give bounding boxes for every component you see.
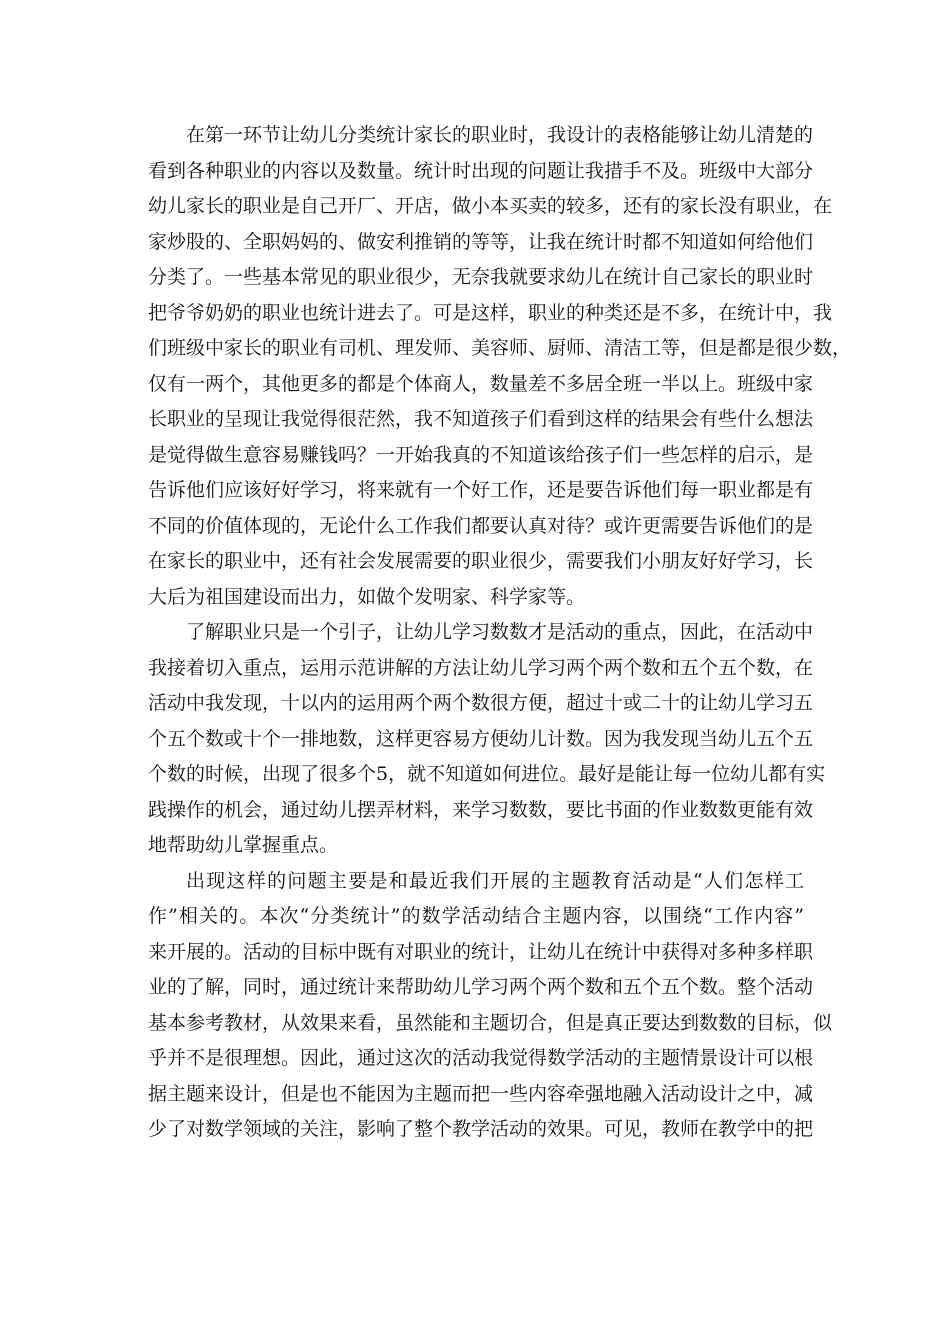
text-line: 践操作的机会，通过幼儿摆弄材料，来学习数数，要比书面的作业数数更能有效 bbox=[148, 798, 814, 821]
text-line: 家炒股的、全职妈妈的、做安利推销的等等，让我在统计时都不知道如何给他们 bbox=[148, 230, 814, 253]
text-line: 幼儿家长的职业是自己开厂、开店，做小本买卖的较多，还有的家长没有职业，在 bbox=[148, 195, 833, 217]
text-line: 来开展的。活动的目标中既有对职业的统计，让幼儿在统计中获得对多种多样职 bbox=[148, 940, 814, 963]
text-line: 大后为祖国建设而出力，如做个发明家、科学家等。 bbox=[148, 585, 586, 608]
text-line: 乎并不是很理想。因此，通过这次的活动我觉得数学活动的主题情景设计可以根 bbox=[148, 1047, 814, 1069]
text-line: 基本参考教材，从效果来看，虽然能和主题切合，但是真正要达到数数的目标，似 bbox=[148, 1011, 833, 1034]
text-line: 是觉得做生意容易赚钱吗？一开始我真的不知道该给孩子们一些怎样的启示，是 bbox=[148, 443, 814, 466]
text-line: 仅有一两个，其他更多的都是个体商人，数量差不多居全班一半以上。班级中家 bbox=[148, 372, 814, 395]
text-line: 告诉他们应该好好学习，将来就有一个好工作，还是要告诉他们每一职业都是有 bbox=[148, 479, 814, 501]
text-line: 分类了。一些基本常见的职业很少，无奈我就要求幼儿在统计自己家长的职业时 bbox=[148, 266, 814, 288]
text-line: 看到各种职业的内容以及数量。统计时出现的问题让我措手不及。班级中大部分 bbox=[148, 159, 814, 182]
text-line: 我接着切入重点，运用示范讲解的方法让幼儿学习两个两个数和五个五个数，在 bbox=[148, 656, 814, 679]
text-line: 活动中我发现，十以内的运用两个两个数很方便，超过十或二十的让幼儿学习五 bbox=[148, 692, 814, 714]
text-line: 地帮助幼儿掌握重点。 bbox=[148, 834, 339, 856]
text-line: 了解职业只是一个引子，让幼儿学习数数才是活动的重点，因此，在活动中 bbox=[186, 621, 814, 643]
text-line: 不同的价值体现的，无论什么工作我们都要认真对待？或许更需要告诉他们的是 bbox=[148, 514, 814, 537]
text-line: 在家长的职业中，还有社会发展需要的职业很少，需要我们小朋友好好学习，长 bbox=[148, 550, 814, 572]
paragraph-2 bbox=[148, 615, 826, 864]
document-body bbox=[148, 118, 852, 1148]
paragraph-3 bbox=[148, 864, 833, 1148]
paragraph-1 bbox=[148, 118, 852, 615]
text-line: 在第一环节让幼儿分类统计家长的职业时，我设计的表格能够让幼儿清楚的 bbox=[186, 124, 814, 146]
text-line: 个数的时候，出现了很多个5，就不知道如何进位。最好是能让每一位幼儿都有实 bbox=[148, 763, 826, 785]
text-line: 出现这样的问题主要是和最近我们开展的主题教育活动是“人们怎样工 bbox=[186, 869, 804, 892]
text-line: 少了对数学领域的关注，影响了整个教学活动的效果。可见，教师在教学中的把 bbox=[148, 1118, 814, 1140]
text-line: 业的了解，同时，通过统计来帮助幼儿学习两个两个数和五个五个数。整个活动 bbox=[148, 976, 814, 998]
text-line: 把爷爷奶奶的职业也统计进去了。可是这样，职业的种类还是不多，在统计中，我 bbox=[148, 301, 833, 324]
text-line: 们班级中家长的职业有司机、理发师、美容师、厨师、清洁工等，但是都是很少数， bbox=[148, 337, 852, 359]
text-line: 作”相关的。本次“分类统计”的数学活动结合主题内容，以围绕“工作内容” bbox=[148, 905, 804, 927]
text-line: 长职业的呈现让我觉得很茫然，我不知道孩子们看到这样的结果会有些什么想法 bbox=[148, 408, 814, 430]
text-line: 据主题来设计，但是也不能因为主题而把一些内容牵强地融入活动设计之中，减 bbox=[148, 1082, 814, 1105]
text-line: 个五个数或十个一排地数，这样更容易方便幼儿计数。因为我发现当幼儿五个五 bbox=[148, 727, 814, 750]
